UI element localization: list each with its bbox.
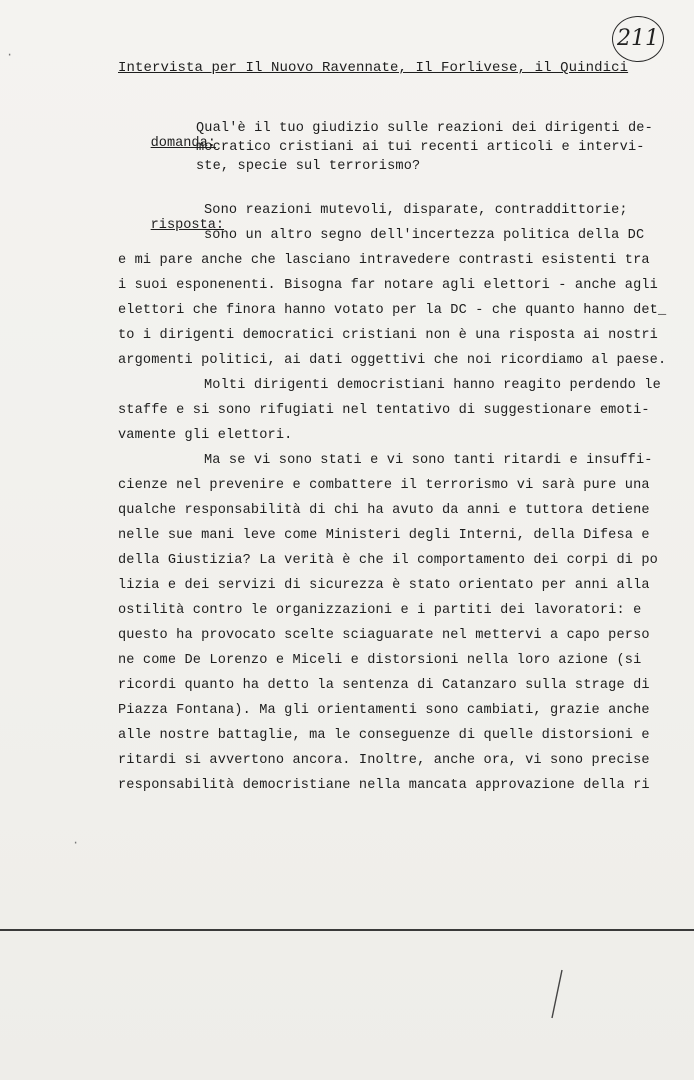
answer-label: risposta:: [150, 218, 225, 233]
document-title: Intervista per Il Nuovo Ravennate, Il Forlivese, il Quindici: [118, 60, 629, 76]
scan-speck: ·: [6, 48, 14, 62]
answer-line: Ma se vi sono stati e vi sono tanti ritardi e insuffi-: [204, 453, 653, 468]
answer-line: vamente gli elettori.: [118, 428, 293, 443]
answer-line: e mi pare anche che lasciano intravedere contrasti esistenti tra: [118, 253, 650, 268]
answer-line: cienze nel prevenire e combattere il terrorismo vi sarà pure una: [118, 478, 650, 493]
question-line: Qual'è il tuo giudizio sulle reazioni dei dirigenti de-: [196, 121, 653, 136]
answer-line: alle nostre battaglie, ma le conseguenze di quelle distorsioni e: [118, 728, 650, 743]
answer-line: ne come De Lorenzo e Miceli e distorsioni nella loro azione (si: [118, 653, 642, 668]
answer-first-line: Sono reazioni mutevoli, disparate, contraddittorie;: [204, 203, 628, 218]
answer-line: ritardi si avvertono ancora. Inoltre, anche ora, vi sono precise: [118, 753, 650, 768]
answer-line: nelle sue mani leve come Ministeri degli Interni, della Difesa e: [118, 528, 650, 543]
answer-line: ricordi quanto ha detto la sentenza di Catanzaro sulla strage di: [118, 678, 650, 693]
answer-line: to i dirigenti democratici cristiani non è una risposta ai nostri: [118, 328, 658, 343]
pen-stroke-mark: [548, 968, 568, 1022]
scan-speck: ·: [72, 836, 80, 850]
answer-line: elettori che finora hanno votato per la DC - che quanto hanno det_: [118, 303, 667, 318]
answer-line: Piazza Fontana). Ma gli orientamenti sono cambiati, grazie anche: [118, 703, 650, 718]
question-line: mocratico cristiani ai tui recenti articoli e intervi-: [196, 140, 645, 155]
bottom-rule: [0, 929, 694, 931]
question-label: domanda:: [150, 136, 216, 151]
answer-line: qualche responsabilità di chi ha avuto da anni e tuttora detiene: [118, 503, 650, 518]
question-line: ste, specie sul terrorismo?: [196, 159, 421, 174]
answer-line: ostilità contro le organizzazioni e i partiti dei lavoratori: e: [118, 603, 642, 618]
answer-line: della Giustizia? La verità è che il comportamento dei corpi di po: [118, 553, 658, 568]
answer-line: lizia e dei servizi di sicurezza è stato orientato per anni alla: [118, 578, 650, 593]
answer-line: sono un altro segno dell'incertezza politica della DC: [204, 228, 645, 243]
answer-line: questo ha provocato scelte sciaguarate nel mettervi a capo perso: [118, 628, 650, 643]
page-number-stamp: 211: [612, 16, 664, 62]
answer-line: argomenti politici, ai dati oggettivi che noi ricordiamo al paese.: [118, 353, 667, 368]
answer-line: staffe e si sono rifugiati nel tentativo di suggestionare emoti-: [118, 403, 650, 418]
answer-line: responsabilità democristiane nella mancata approvazione della ri: [118, 778, 650, 793]
answer-line: Molti dirigenti democristiani hanno reagito perdendo le: [204, 378, 661, 393]
answer-line: i suoi esponenenti. Bisogna far notare agli elettori - anche agli: [118, 278, 658, 293]
